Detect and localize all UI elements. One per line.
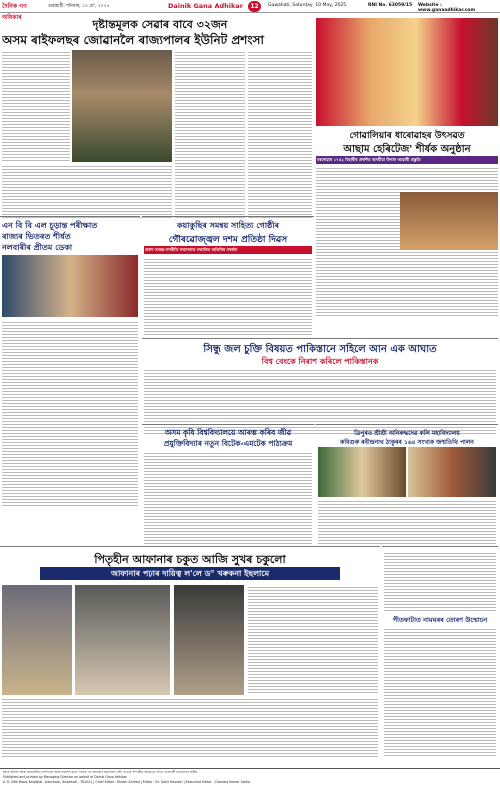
a2-deck: বৰদোৱাৰ ১৭৫২ বিহাৰীৰ প্ৰদৰ্শিত অসমীয়া উদ্যান আৱাৰী প্ৰস্তুতি [316, 156, 498, 164]
website-label: Website : www.ganaadhikar.com [418, 3, 476, 13]
a5-headline: সিন্ধু জল চুক্তি বিষয়ত পাকিস্তানে সহিলে আন এক আঘাত [203, 344, 437, 355]
a6-body [144, 451, 312, 545]
a4-headline: গৌৰৱোজ্জ্বল দশম প্ৰতিষ্ঠা দিৱস [168, 235, 288, 245]
masthead-bar [0, 0, 500, 21]
a2-headline: আছাম হেৰিটেজ' শীৰ্ষক অনুষ্ঠান [343, 144, 471, 155]
a7-kicker: ত্ৰিপুৰত শ্ৰীশ্ৰী অনিৰুদ্ধদেৱ কলি মহাবিদ্যালয় [354, 430, 460, 437]
article-afana [0, 546, 380, 766]
a8-body [2, 697, 378, 757]
a1-photo [72, 50, 172, 162]
a8-headline: আফানাৰ পঢ়াৰ দায়িত্ব ল'লে ড° খৰুকনা ইছলামে [40, 567, 340, 580]
a4-deck: প্ৰবাদ সমন্বয়-সম্প্ৰীতি সম্মাননাত সন্মানিত অতিথিৰ সম্বৰ্ধনা [144, 246, 312, 254]
a8-photo-2 [75, 585, 170, 695]
article-nbbl [0, 216, 140, 406]
footer-line-2: Published and printed by Managing Director on behalf of Dainik Gana Adhikar [3, 775, 127, 779]
a7-photo-1 [318, 447, 406, 497]
a6-kicker: অসম কৃষি বিশ্ববিদ্যালয়ে আৰম্ভ কৰিব জীৱ [164, 428, 292, 437]
a7-headline: কবিগুৰু ৰবীন্দ্ৰনাথ ঠাকুৰৰ ১৬৪ সংখ্যক জন্মতিথি পালন [340, 439, 474, 446]
a8-kicker: পিতৃহীন আফানাৰ চকুত আজি সুখৰ চকুলো [94, 553, 286, 566]
a9-body-top [384, 551, 496, 611]
a7-body [318, 499, 496, 545]
a8-photo-1 [2, 585, 72, 695]
a8-body-right [248, 585, 378, 695]
article-tagore-birthday [316, 424, 498, 544]
a1-headline: অসম ৰাইফলছৰ জোৱানলৈ ৰাজ্যপালৰ ইউনিট প্ৰশংসা [2, 33, 264, 47]
a1-kicker: দৃষ্টান্তমূলক সেৱাৰ বাবে ৩২জন [92, 18, 228, 31]
a1-body-col4 [2, 164, 172, 220]
footer-line-1: ইয়াৰ উলিয়া আৰু কাৰ্য্যকৰীতা সম্পাদনা আৰু প্ৰকাশৰ বাবে দৈনিক গণ অধিকাৰ কাৰ্য্যালয় দায়ী, বাতৰি সম্পৰ্কীয় যিকোনো বিবাদ গুৱাহাটী ন্যায়ালয়ৰ অধীন [3, 770, 198, 774]
footer [0, 768, 500, 792]
a2-photo-2 [400, 192, 498, 250]
a1-body-col1 [2, 50, 70, 162]
a8-photo-3 [174, 585, 244, 695]
date-right: Guwahati, Saturday, 10 May, 2025 [268, 3, 347, 8]
paper-title: Dainik Gana Adhikar [168, 2, 243, 10]
a1-body-col2 [175, 50, 245, 220]
a6-headline: প্ৰযুক্তিবিদ্যাৰ নতুন বিটেক-এমটেক পাঠ্যক্ৰম [163, 439, 293, 448]
a4-kicker: কয়াকুছিৰ সমন্বয় সাহিত্য গোষ্ঠীৰ [176, 221, 280, 230]
a3-photo [2, 255, 138, 317]
a9-headline: পীতফাটাত নামঘৰৰ তোৰণ উন্মোচন [392, 616, 488, 624]
a9-body [384, 627, 496, 757]
article-koyakuchi [142, 216, 314, 336]
article-namghar [382, 546, 498, 766]
date-left: গুৱাহাটী, শনিবাৰ, ১০ মে', ২০২৫ [48, 4, 110, 9]
article-aau [142, 424, 314, 544]
logo-text: দৈনিক গণ অধিকাৰ [2, 3, 27, 21]
a3-headline: ৰাজ্যৰ ভিতৰত শীৰ্ষত [2, 232, 71, 241]
rni-number: RNI No. 63059/15 [368, 3, 413, 8]
a5-deck: বিশ্ব বেংকে নিৰাশ কৰিলে পাকিস্তানক [261, 357, 379, 366]
article-governor-award [0, 14, 312, 214]
a1-body-col3 [248, 50, 312, 220]
a7-photo-2 [408, 447, 496, 497]
newspaper-logo [2, 1, 42, 21]
a3-body [2, 320, 138, 506]
a4-body [144, 257, 312, 337]
footer-line-3: A. K. Deb Road, Kalakhar, Ganchala, Guwahati - 781021 | Chief Editor : Khabir Ahmed | Editor : Dr. Zakir Hossain | Executive Editor : Chandra Kumar Saikia [3, 780, 251, 784]
a2-photo [316, 18, 498, 126]
a2-kicker: গোৱালিয়াৰ ধাৰোৱাহৰ উৎসৱত [349, 131, 465, 141]
page-number-badge: 12 [248, 1, 261, 12]
a3-kicker: এন বি বি এল চূড়ান্ত পৰীক্ষাত [2, 221, 98, 230]
a3-sub: নলবাৰীৰ প্ৰীতম ডেকা [2, 243, 73, 252]
